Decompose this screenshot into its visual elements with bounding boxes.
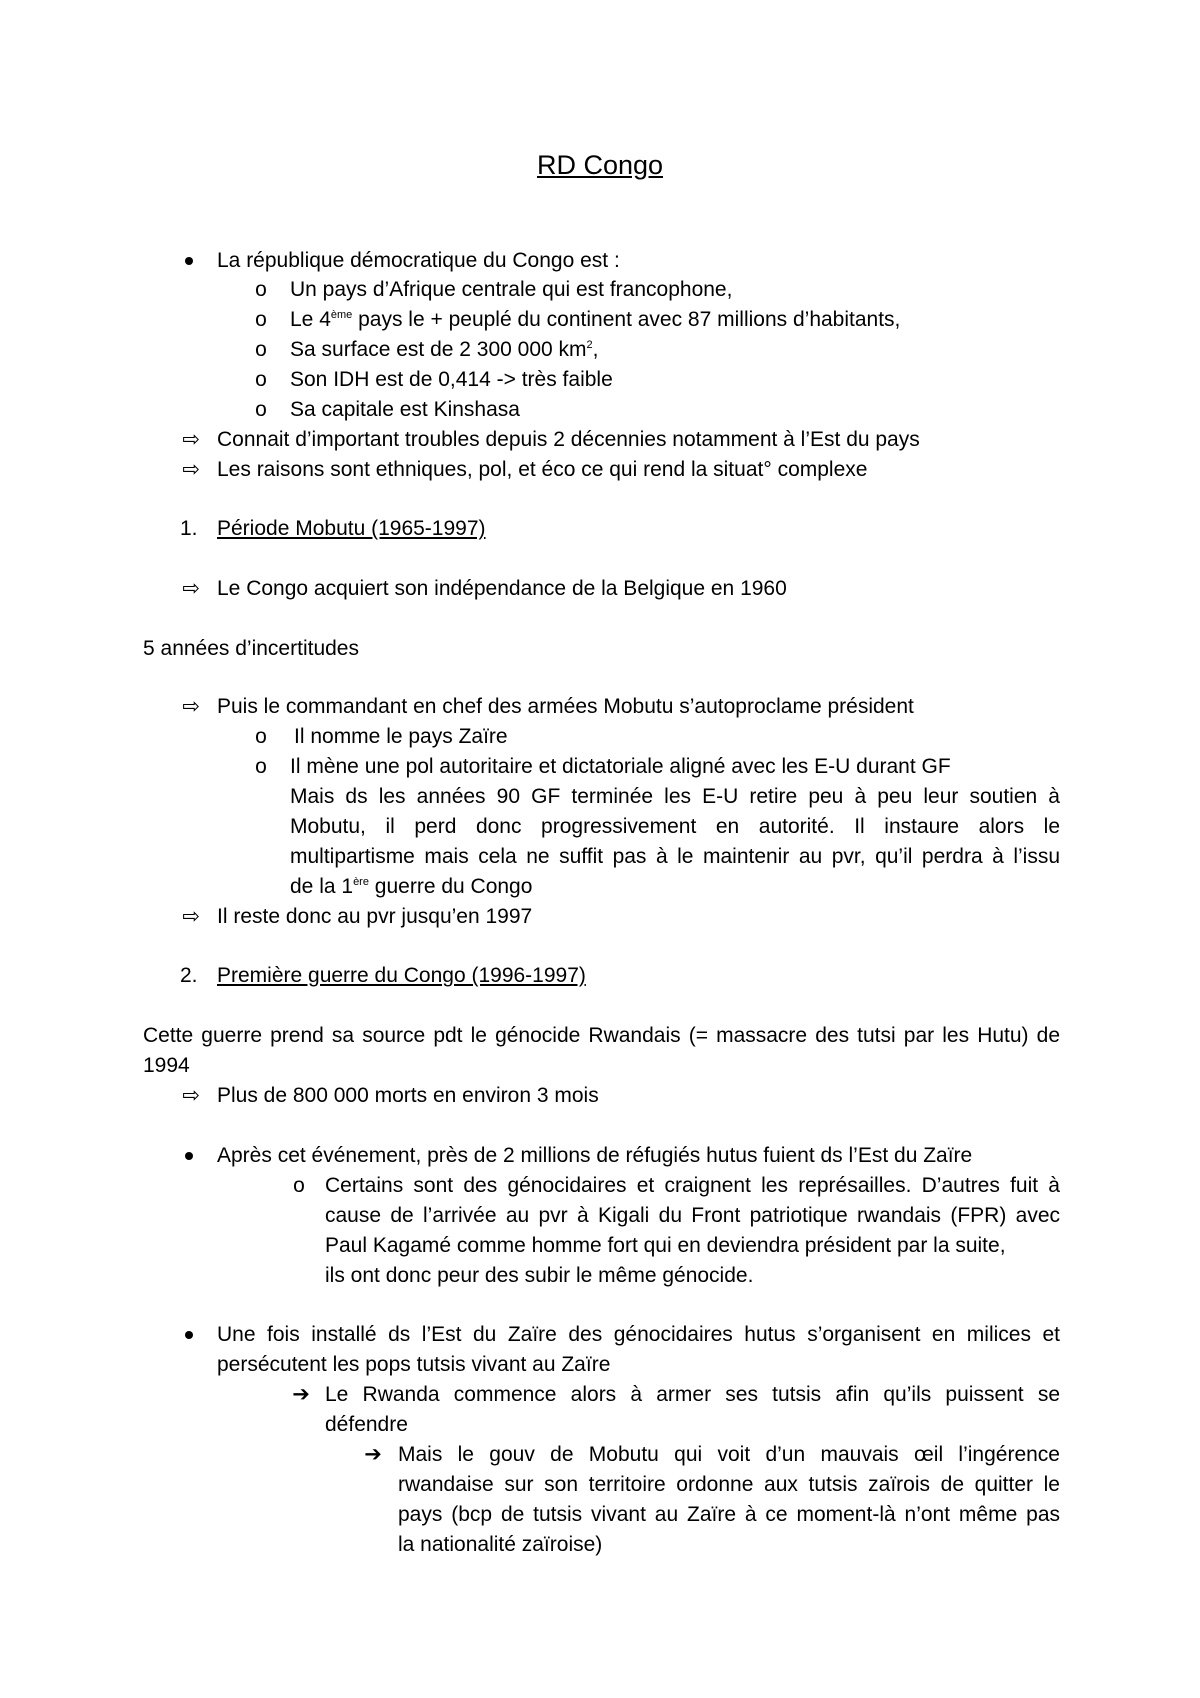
- section-1-cont-1: Mais ds les années 90 GF terminée les E-U retire peu à peu leur soutien à: [290, 785, 1060, 808]
- section-2-number: 2.: [180, 964, 198, 987]
- section-2-sub-1a: Certains sont des génocidaires et craignent les représailles. D’autres fuit à: [325, 1174, 1060, 1197]
- section-1-heading: Période Mobutu (1965-1997): [217, 517, 486, 540]
- section-1-cont-2: Mobutu, il perd donc progressivement en autorité. Il instaure alors le: [290, 815, 1060, 838]
- bullet-marker: [185, 257, 193, 265]
- section-2-para-1: Cette guerre prend sa source pdt le génocide Rwandais (= massacre des tutsi par les Hutu) de: [143, 1024, 1060, 1047]
- intro-sub-1: Un pays d’Afrique centrale qui est francophone,: [290, 278, 733, 301]
- section-1-cont-3: multipartisme mais cela ne suffit pas à le maintenir au pvr, qu’il perdra à l’issu: [290, 845, 1060, 868]
- intro-sub-5: Sa capitale est Kinshasa: [290, 398, 520, 421]
- section-2-bullet-2b: persécutent les pops tutsis vivant au Zaïre: [217, 1353, 611, 1376]
- section-1-arrow-3: Il reste donc au pvr jusqu’en 1997: [217, 905, 533, 928]
- circle-marker: o: [255, 725, 267, 748]
- intro-arrow-2: Les raisons sont ethniques, pol, et éco ce qui rend la situat° complexe: [217, 458, 868, 481]
- section-2-arrow-1: Plus de 800 000 morts en environ 3 mois: [217, 1084, 599, 1107]
- section-2-para-2: 1994: [143, 1054, 190, 1077]
- hollow-arrow-icon: ⇨: [182, 577, 200, 600]
- section-1-plain-text: 5 années d’incertitudes: [143, 637, 359, 660]
- section-1-cont-4: de la 1ère guerre du Congo: [290, 875, 533, 898]
- hollow-arrow-icon: ⇨: [182, 428, 200, 451]
- intro-sub-2: Le 4ème pays le + peuplé du continent avec 87 millions d’habitants,: [290, 308, 901, 331]
- section-1-arrow-1: Le Congo acquiert son indépendance de la Belgique en 1960: [217, 577, 787, 600]
- section-2-bullet-1: Après cet événement, près de 2 millions de réfugiés hutus fuient ds l’Est du Zaïre: [217, 1144, 973, 1167]
- circle-marker: o: [255, 278, 267, 301]
- section-2-bullet-2a: Une fois installé ds l’Est du Zaïre des génocidaires hutus s’organisent en milices et: [217, 1323, 1060, 1346]
- section-1-sub-2: Il mène une pol autoritaire et dictatoriale aligné avec les E-U durant GF: [290, 755, 951, 778]
- section-2-solid-2c: pays (bcp de tutsis vivant au Zaïre à ce moment-là n’ont même pas: [398, 1503, 1060, 1526]
- page-title: RD Congo: [536, 150, 664, 180]
- section-2-solid-2a: Mais le gouv de Mobutu qui voit d’un mauvais œil l’ingérence: [398, 1443, 1060, 1466]
- section-1-sub-1: Il nomme le pays Zaïre: [294, 725, 508, 748]
- hollow-arrow-icon: ⇨: [182, 458, 200, 481]
- hollow-arrow-icon: ⇨: [182, 905, 200, 928]
- hollow-arrow-icon: ⇨: [182, 1084, 200, 1107]
- section-2-solid-2d: la nationalité zaïroise): [398, 1533, 603, 1556]
- section-2-solid-1b: défendre: [325, 1413, 408, 1436]
- intro-sub-4: Son IDH est de 0,414 -> très faible: [290, 368, 613, 391]
- hollow-arrow-icon: ⇨: [182, 695, 200, 718]
- intro-sub-3: Sa surface est de 2 300 000 $km^2$,: [290, 338, 599, 361]
- circle-marker: o: [293, 1174, 305, 1197]
- section-2-solid-2b: rwandaise sur son territoire ordonne aux tutsis zaïrois de quitter le: [398, 1473, 1060, 1496]
- intro-bullet: La république démocratique du Congo est :: [217, 249, 620, 272]
- section-1-number: 1.: [180, 517, 198, 540]
- bullet-marker: [185, 1152, 193, 1160]
- section-2-sub-1c: Paul Kagamé comme homme fort qui en deviendra président par la suite,: [325, 1234, 1006, 1257]
- section-2-sub-1d: ils ont donc peur des subir le même génocide.: [325, 1264, 754, 1287]
- section-1-arrow-2: Puis le commandant en chef des armées Mobutu s’autoproclame président: [217, 695, 914, 718]
- circle-marker: o: [255, 308, 267, 331]
- section-2-heading: Première guerre du Congo (1996-1997): [217, 964, 586, 987]
- circle-marker: o: [255, 755, 267, 778]
- intro-arrow-1: Connait d’important troubles depuis 2 décennies notamment à l’Est du pays: [217, 428, 920, 451]
- circle-marker: o: [255, 338, 267, 361]
- section-2-solid-1a: Le Rwanda commence alors à armer ses tutsis afin qu’ils puissent se: [325, 1383, 1060, 1406]
- circle-marker: o: [255, 368, 267, 391]
- solid-arrow-icon: ➔: [364, 1443, 382, 1466]
- circle-marker: o: [255, 398, 267, 421]
- section-2-sub-1b: cause de l’arrivée au pvr à Kigali du Front patriotique rwandais (FPR) avec: [325, 1204, 1060, 1227]
- bullet-marker: [185, 1331, 193, 1339]
- solid-arrow-icon: ➔: [292, 1383, 310, 1406]
